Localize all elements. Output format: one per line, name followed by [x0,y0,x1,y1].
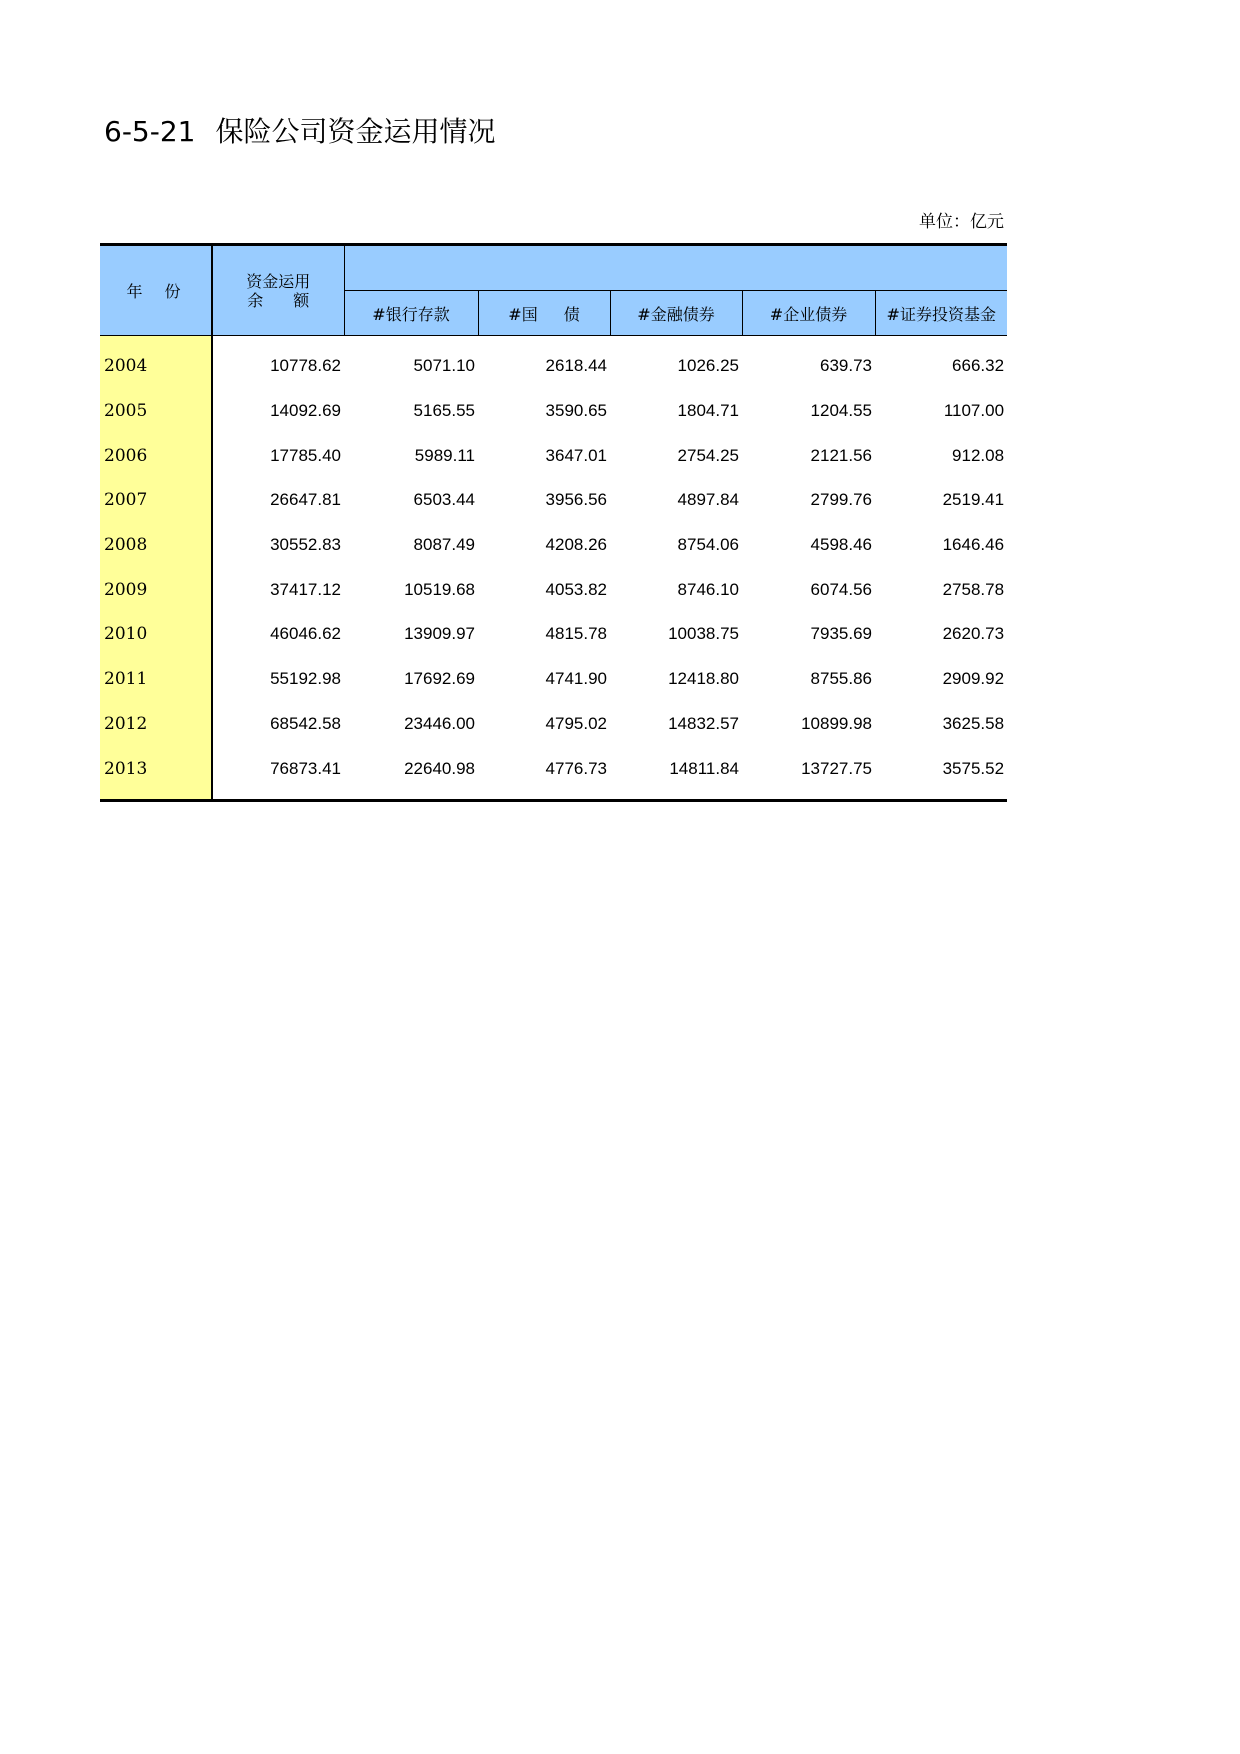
cell-gov-bond: 3590.65 [545,401,607,421]
header-total [212,245,344,336]
header-gov-bond-char-1: #国 [508,304,538,324]
header-year-char-2: 份 [164,282,185,301]
table-row [100,746,1007,800]
cell-total: 14092.69 [270,401,341,421]
cell-gov-bond: 3956.56 [545,490,607,510]
cell-financial-bond: 14832.57 [668,713,739,733]
cell-corporate-bond: 2799.76 [810,490,872,510]
cell-year: 2006 [100,433,212,478]
cell-bank-deposit: 10519.68 [404,579,475,599]
cell-total: 55192.98 [270,669,341,689]
cell-financial-bond: 10038.75 [668,624,739,644]
table-row [100,389,1007,434]
cell-bank-deposit: 6503.44 [413,490,475,510]
cell-gov-bond: 4815.78 [545,624,607,644]
cell-securities-fund: 2909.92 [942,669,1005,689]
cell-financial-bond: 2754.25 [677,445,739,465]
cell-securities-fund: 3625.58 [942,713,1005,733]
cell-bank-deposit: 23446.00 [404,713,475,733]
table-row [100,523,1007,568]
cell-gov-bond: 3647.01 [545,445,607,465]
cell-securities-fund: 3575.52 [942,758,1005,778]
cell-securities-fund: 912.08 [952,445,1005,465]
header-gov-bond [478,291,610,336]
header-total-char-1: 余 [247,290,264,310]
table-row [100,478,1007,523]
cell-corporate-bond: 10899.98 [801,713,872,733]
cell-corporate-bond: 7935.69 [810,624,872,644]
title-number: 6-5-21 [104,115,196,148]
cell-bank-deposit: 5989.11 [414,445,475,465]
header-total-line2 [213,291,344,310]
table-row [100,702,1007,747]
cell-bank-deposit: 13909.97 [404,624,475,644]
cell-securities-fund: 1107.00 [943,401,1005,421]
cell-total: 30552.83 [270,535,341,555]
cell-financial-bond: 1804.71 [677,401,739,421]
cell-bank-deposit: 22640.98 [404,758,475,778]
cell-corporate-bond: 13727.75 [801,758,872,778]
cell-total: 10778.62 [270,356,341,376]
cell-financial-bond: 1026.25 [677,356,739,376]
cell-gov-bond: 4795.02 [545,713,607,733]
cell-securities-fund: 2519.41 [942,490,1005,510]
header-year-char-1: 年 [126,282,147,301]
cell-year: 2007 [100,478,212,523]
cell-bank-deposit: 8087.49 [413,535,475,555]
header-year [100,245,212,336]
unit-label: 单位：亿元 [919,212,1004,232]
cell-financial-bond: 4897.84 [677,490,739,510]
table-row [100,433,1007,478]
cell-year: 2010 [100,612,212,657]
cell-corporate-bond: 639.73 [820,356,872,376]
table-row [100,612,1007,657]
header-total-line1: 资金运用 [246,271,311,291]
cell-financial-bond: 12418.80 [668,669,739,689]
cell-corporate-bond: 6074.56 [810,579,872,599]
cell-gov-bond: 4208.26 [545,535,607,555]
cell-bank-deposit: 5165.55 [413,401,475,421]
cell-year: 2013 [100,746,212,800]
header-corporate-bond: #企业债券 [742,291,875,336]
cell-total: 46046.62 [270,624,341,644]
cell-financial-bond: 8746.10 [677,579,739,599]
cell-securities-fund: 2758.78 [942,579,1005,599]
cell-year: 2005 [100,389,212,434]
cell-total: 37417.12 [270,579,341,599]
cell-securities-fund: 666.32 [952,356,1005,376]
cell-corporate-bond: 8755.86 [810,669,872,689]
cell-gov-bond: 2618.44 [545,356,607,376]
cell-total: 26647.81 [270,490,341,510]
cell-bank-deposit: 17692.69 [404,669,475,689]
table-row [100,567,1007,612]
cell-total: 76873.41 [270,758,341,778]
cell-year: 2012 [100,702,212,747]
table-row [100,657,1007,702]
cell-securities-fund: 1646.46 [942,535,1005,555]
header-total-char-2: 额 [293,290,310,310]
cell-year: 2011 [100,657,212,702]
cell-total: 68542.58 [270,713,341,733]
cell-financial-bond: 14811.84 [669,758,739,778]
header-bank-deposit: #银行存款 [344,291,478,336]
cell-corporate-bond: 2121.56 [810,445,872,465]
cell-total: 17785.40 [270,445,341,465]
header-securities-fund: #证券投资基金 [875,291,1007,336]
cell-year: 2004 [100,336,212,389]
cell-securities-fund: 2620.73 [942,624,1005,644]
header-row-top [100,245,1007,291]
header-financial-bond: #金融债券 [610,291,742,336]
page-title [104,112,495,152]
cell-financial-bond: 8754.06 [677,535,739,555]
cell-corporate-bond: 4598.46 [810,535,872,555]
title-text: 保险公司资金运用情况 [215,115,496,148]
cell-corporate-bond: 1204.55 [810,401,872,421]
cell-gov-bond: 4741.90 [545,669,607,689]
cell-year: 2008 [100,523,212,568]
header-group-blank [344,245,1007,291]
header-gov-bond-char-2: 债 [563,304,580,324]
table-row [100,336,1007,389]
data-table [100,243,1007,802]
cell-bank-deposit: 5071.10 [413,356,475,376]
cell-year: 2009 [100,567,212,612]
cell-gov-bond: 4053.82 [545,579,607,599]
cell-gov-bond: 4776.73 [545,758,607,778]
